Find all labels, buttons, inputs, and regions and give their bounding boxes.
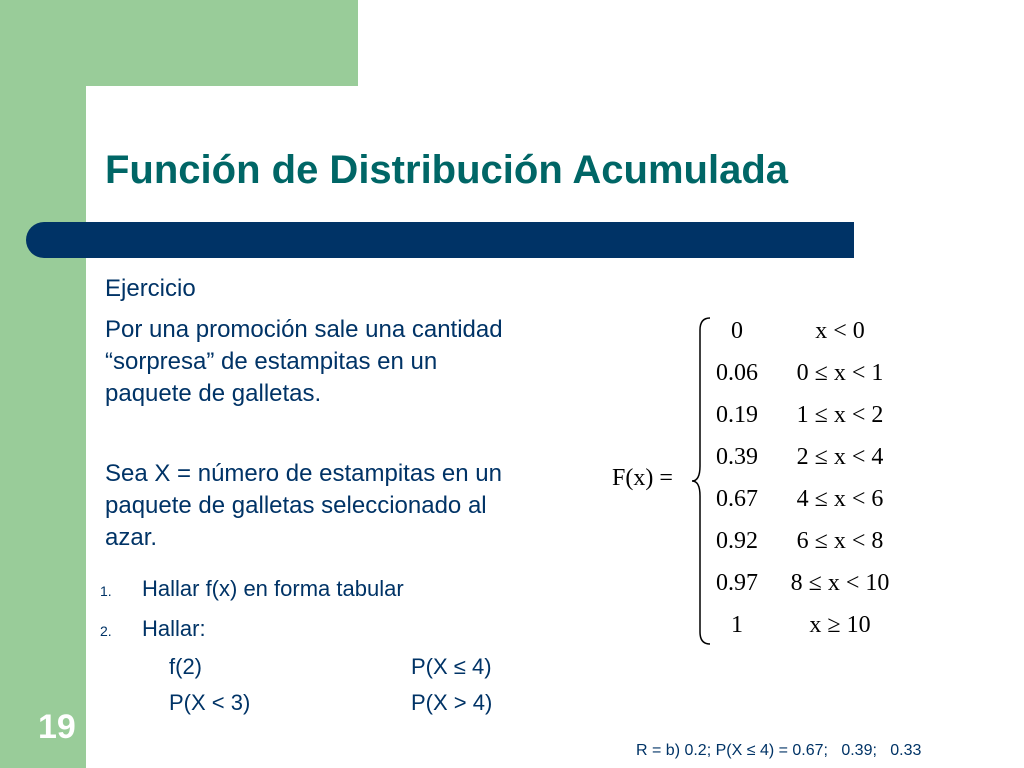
piecewise-value: 0.39 [716,444,758,470]
page-number: 19 [38,708,76,746]
slide-title: Función de Distribución Acumulada [105,148,789,192]
subitem-p-gt-4: P(X > 4) [411,690,493,715]
top-green-band [0,0,358,86]
subitem-p-le-4: P(X ≤ 4) [411,654,492,679]
piecewise-condition: 2 ≤ x < 4 [796,444,884,470]
exercise-paragraph-2: Sea X = número de estampitas en un paquete de galletas seleccionado al azar. [105,460,502,551]
piecewise-condition: 0 ≤ x < 1 [796,360,884,386]
exercise-heading: Ejercicio [105,275,196,302]
piecewise-condition: x ≥ 10 [809,612,871,638]
piecewise-condition: 1 ≤ x < 2 [796,402,884,428]
piecewise-value: 0.92 [716,528,758,554]
piecewise-condition: x < 0 [815,318,865,344]
answer-line: R = b) 0.2; P(X ≤ 4) = 0.67; 0.39; 0.33 [636,742,922,759]
subitem-f2: f(2) [169,654,202,679]
formula-lhs: F(x) = [612,465,673,491]
list-number: 1. [100,583,112,599]
list-text: Hallar f(x) en forma tabular [142,576,404,601]
piecewise-value: 0.67 [716,486,758,512]
exercise-paragraph-1: Por una promoción sale una cantidad “sorpresa” de estampitas en un paquete de galletas. [105,316,503,407]
piecewise-value: 0.06 [716,360,758,386]
piecewise-condition: 4 ≤ x < 6 [796,486,884,512]
piecewise-value: 0.97 [716,570,758,596]
piecewise-value: 1 [731,612,743,638]
list-number: 2. [100,623,112,639]
piecewise-condition: 8 ≤ x < 10 [790,570,890,596]
piecewise-condition: 6 ≤ x < 8 [796,528,884,554]
list-text: Hallar: [142,616,206,641]
piecewise-value: 0.19 [716,402,758,428]
piecewise-value: 0 [731,318,743,344]
title-underline-bar [26,222,854,258]
subitem-p-lt-3: P(X < 3) [169,690,251,715]
left-green-band [0,0,86,768]
